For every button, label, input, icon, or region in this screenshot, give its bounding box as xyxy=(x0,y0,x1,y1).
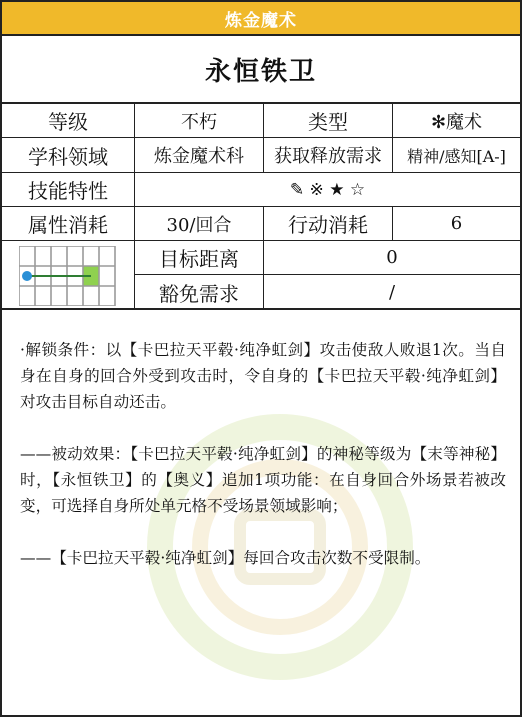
attack-limit-text: ——【卡巴拉天平毂·纯净虹剑】每回合攻击次数不受限制。 xyxy=(20,549,431,567)
skill-name: 永恒铁卫 xyxy=(204,56,317,87)
attr-cost-value: 30/回合 xyxy=(135,207,264,240)
distance-label: 目标距离 xyxy=(135,241,264,274)
range-grid-icon xyxy=(19,246,117,306)
category-header xyxy=(2,2,520,36)
school-label: 学科领域 xyxy=(2,138,135,172)
range-origin-dot xyxy=(22,271,32,281)
card-title xyxy=(2,36,520,104)
trait-row xyxy=(2,173,520,207)
passive-effect-text: ——被动效果：【卡巴拉天平毂·纯净虹剑】的神秘等级为【末等神秘】时，【永恒铁卫】的【奥义】追加1项功能：在自身回合外场景若被改变，可选择自身所处单元格不受场景领域影响； xyxy=(20,445,506,515)
action-cost-value: 6 xyxy=(450,213,463,234)
level-value: 不朽 xyxy=(135,104,264,137)
exemption-row xyxy=(135,275,520,310)
category-label: 炼金魔术 xyxy=(225,10,297,31)
release-label: 获取释放需求 xyxy=(264,138,393,172)
trait-label: 技能特性 xyxy=(2,173,135,206)
exemption-label: 豁免需求 xyxy=(135,275,264,310)
range-block xyxy=(2,241,520,310)
exemption-value: / xyxy=(388,282,396,303)
level-type-row xyxy=(2,104,520,138)
skill-description xyxy=(20,337,506,571)
school-release-row xyxy=(2,138,520,173)
range-diagram xyxy=(2,241,135,310)
type-value: ✻魔术 xyxy=(430,111,483,133)
type-label: 类型 xyxy=(264,104,393,137)
distance-row xyxy=(135,241,520,275)
release-value: 精神/感知[A-] xyxy=(407,146,506,166)
attr-cost-label: 属性消耗 xyxy=(2,207,135,240)
trait-icons: ✎ ※ ★ ☆ xyxy=(289,179,366,200)
cost-row xyxy=(2,207,520,241)
level-label: 等级 xyxy=(2,104,135,137)
unlock-condition-text: ·解锁条件：以【卡巴拉天平毂·纯净虹剑】攻击使敌人败退1次。当自身在自身的回合外受到攻击时，令自身的【卡巴拉天平毂·纯净虹剑】对攻击目标自动还击。 xyxy=(20,341,506,411)
school-value: 炼金魔术科 xyxy=(135,138,264,172)
distance-value: 0 xyxy=(386,247,398,268)
action-cost-label: 行动消耗 xyxy=(264,207,393,240)
